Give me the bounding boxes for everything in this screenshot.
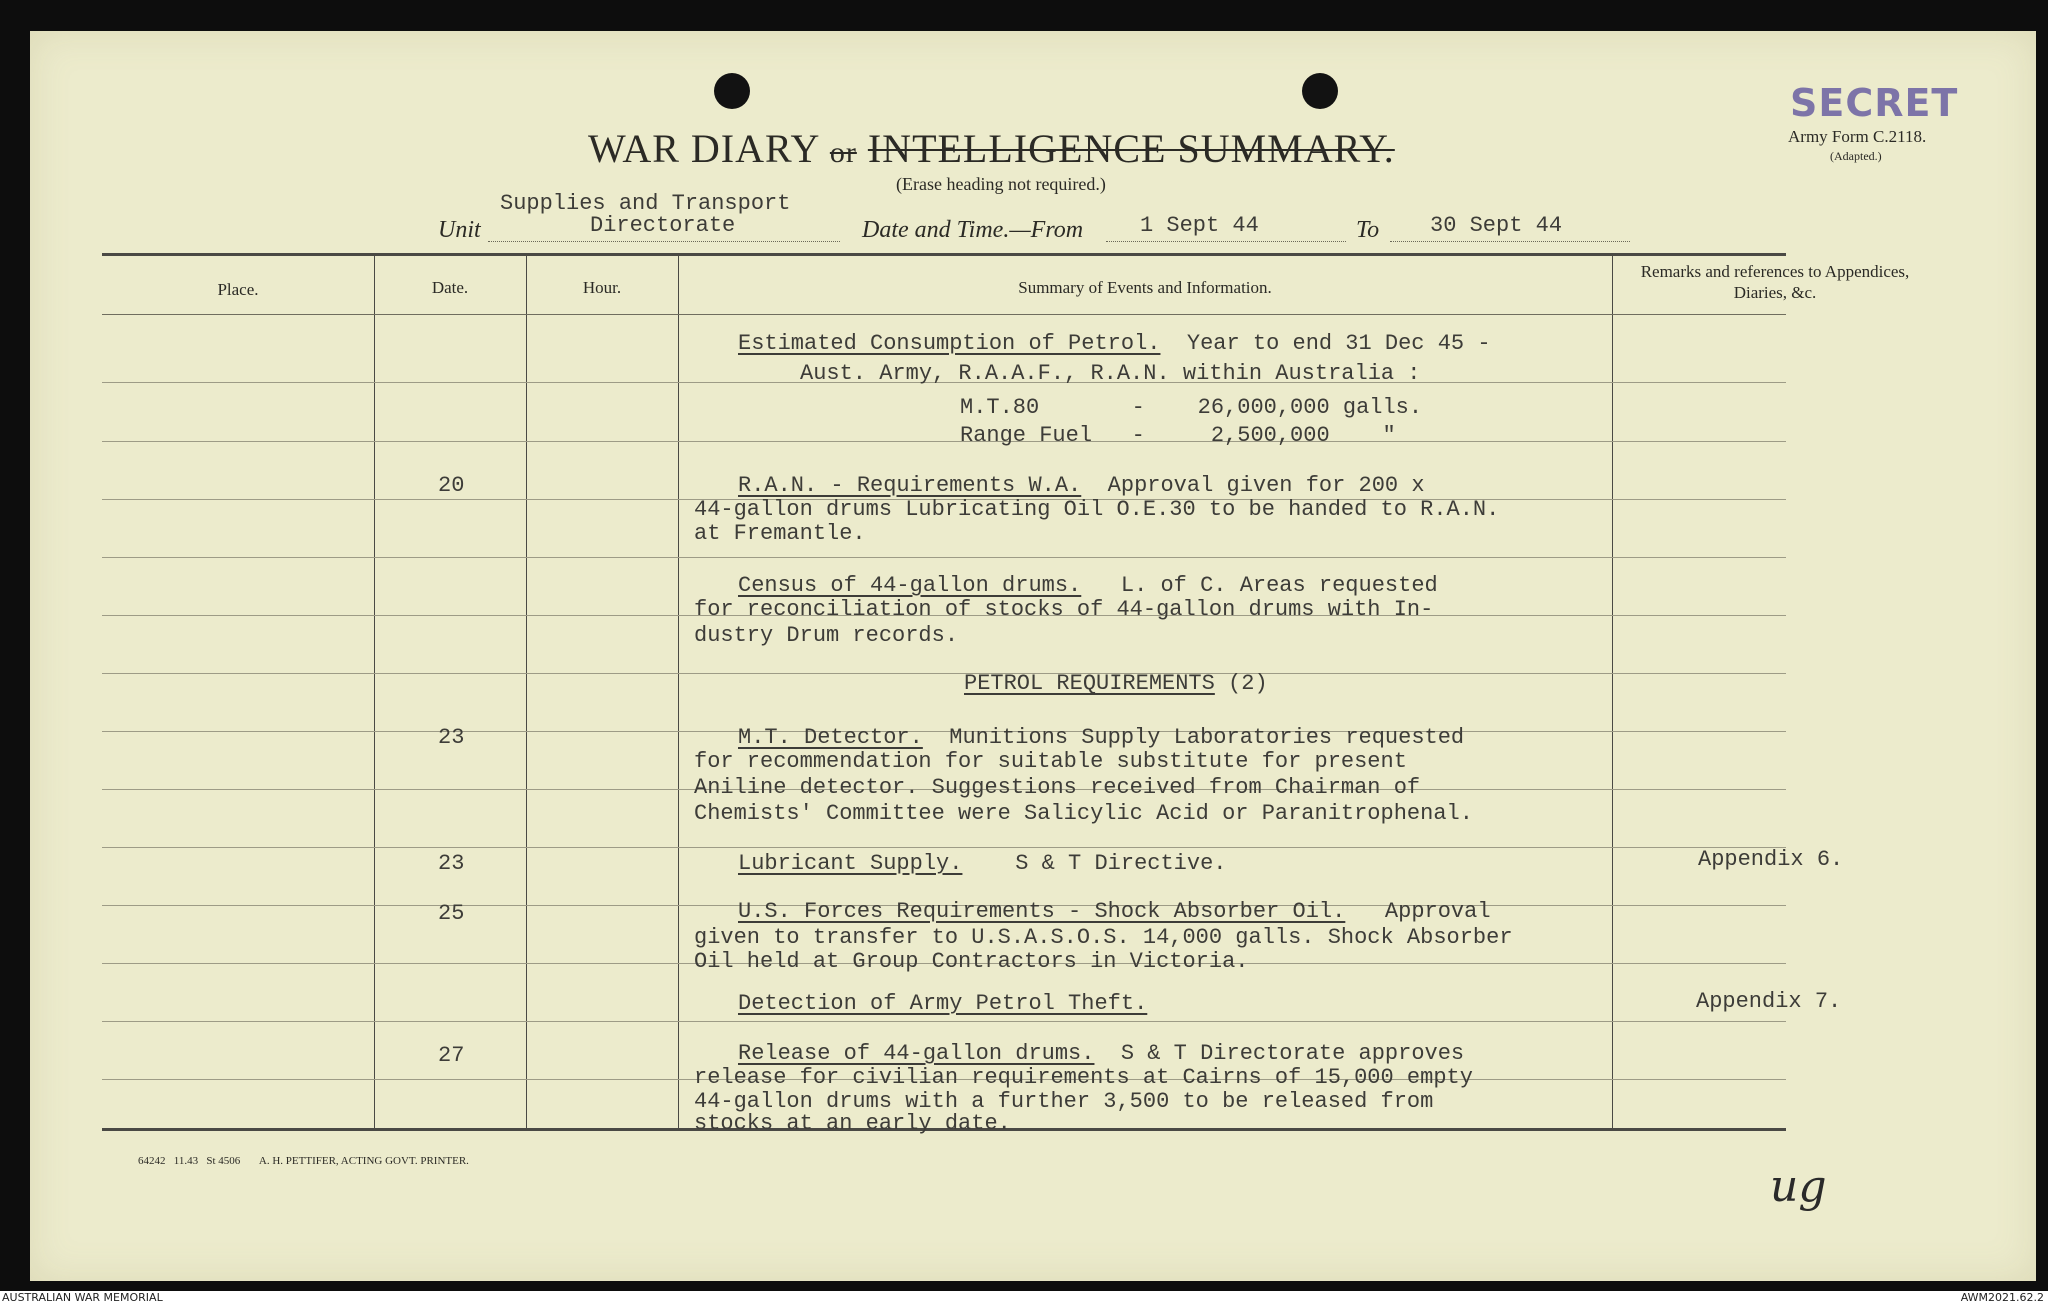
entry-release-line-1: Release of 44-gallon drums. S & T Directorate approves bbox=[738, 1041, 1465, 1066]
secret-stamp: SECRET bbox=[1790, 81, 1959, 125]
erase-note: (Erase heading not required.) bbox=[896, 174, 1106, 194]
punch-hole-left bbox=[714, 73, 750, 109]
unit-dotted-line bbox=[488, 241, 840, 242]
column-header-place: Place. bbox=[217, 280, 259, 299]
form-adapted: (Adapted.) bbox=[1830, 149, 1882, 163]
date-to: 30 Sept 44 bbox=[1430, 213, 1563, 238]
archive-credit-left: AUSTRALIAN WAR MEMORIAL bbox=[2, 1291, 163, 1304]
table-top-border bbox=[102, 253, 1786, 256]
entry-mt-date: 23 bbox=[438, 725, 465, 750]
entry-lubricant-remark: Appendix 6. bbox=[1698, 847, 1844, 872]
entry-ran-line-1: R.A.N. - Requirements W.A. Approval given for 200 x bbox=[738, 473, 1425, 498]
entry-census-line-3: dustry Drum records. bbox=[694, 623, 959, 648]
column-header-date: Date. bbox=[431, 278, 469, 297]
entry-petrol-range-fuel: Range Fuel - 2,500,000 " bbox=[960, 423, 1396, 448]
entry-mt-line-3: Aniline detector. Suggestions received from Chairman of bbox=[694, 775, 1421, 800]
section-heading: PETROL REQUIREMENTS (2) bbox=[964, 671, 1268, 696]
page-title: WAR DIARY or INTELLIGENCE SUMMARY. bbox=[588, 126, 1395, 171]
entry-us-line-1: U.S. Forces Requirements - Shock Absorber Oil. Approval bbox=[738, 899, 1491, 924]
entry-ran-line-3: at Fremantle. bbox=[694, 521, 866, 546]
column-divider-date bbox=[374, 255, 375, 1129]
entry-census-line-1: Census of 44-gallon drums. L. of C. Areas requested bbox=[738, 573, 1438, 598]
date-label: Date and Time.—From bbox=[862, 217, 1084, 243]
entry-theft-line: Detection of Army Petrol Theft. bbox=[738, 991, 1148, 1016]
entry-ran-date: 20 bbox=[438, 473, 465, 498]
entry-theft-remark: Appendix 7. bbox=[1696, 989, 1842, 1014]
entry-release-line-3: 44-gallon drums with a further 3,500 to be released from bbox=[694, 1089, 1434, 1114]
date-from: 1 Sept 44 bbox=[1140, 213, 1259, 238]
entry-release-date: 27 bbox=[438, 1043, 465, 1068]
column-divider-remarks bbox=[1612, 255, 1613, 1129]
entry-us-line-2: given to transfer to U.S.A.S.O.S. 14,000 galls. Shock Absorber bbox=[694, 925, 1513, 950]
archive-credit-right: AWM2021.62.2 bbox=[1960, 1291, 2044, 1304]
entry-release-line-2: release for civilian requirements at Cairns of 15,000 empty bbox=[694, 1065, 1473, 1090]
column-header-hour: Hour. bbox=[582, 278, 622, 297]
to-label: To bbox=[1356, 217, 1380, 243]
entry-us-date: 25 bbox=[438, 901, 465, 926]
diary-page bbox=[30, 31, 2036, 1281]
unit-line-1: Supplies and Transport bbox=[500, 191, 791, 216]
entry-us-line-3: Oil held at Group Contractors in Victoria. bbox=[694, 949, 1249, 974]
punch-hole-right bbox=[1302, 73, 1338, 109]
entry-census-line-2: for reconciliation of stocks of 44-gallon drums with In- bbox=[694, 597, 1434, 622]
archive-credit-bar bbox=[0, 1291, 2048, 1305]
unit-line-2: Directorate bbox=[590, 213, 736, 238]
entry-mt-line-1: M.T. Detector. Munitions Supply Laboratories requested bbox=[738, 725, 1465, 750]
column-divider-hour bbox=[526, 255, 527, 1129]
date-to-dotted-line bbox=[1390, 241, 1630, 242]
date-from-dotted-line bbox=[1106, 241, 1346, 242]
column-header-summary: Summary of Events and Information. bbox=[1018, 278, 1272, 297]
entry-petrol-mt80: M.T.80 - 26,000,000 galls. bbox=[960, 395, 1423, 420]
entry-release-line-4: stocks at an early date. bbox=[694, 1111, 1011, 1136]
unit-label: Unit bbox=[438, 217, 481, 243]
entry-mt-line-4: Chemists' Committee were Salicylic Acid or Paranitrophenal. bbox=[694, 801, 1473, 826]
entry-petrol-line-2: Aust. Army, R.A.A.F., R.A.N. within Australia : bbox=[800, 361, 1421, 386]
entry-petrol-line-1: Estimated Consumption of Petrol. Year to end 31 Dec 45 - bbox=[738, 331, 1491, 356]
handwritten-initials: ug bbox=[1770, 1161, 1827, 1212]
column-header-remarks: Remarks and references to Appendices, Diaries, &c. bbox=[1640, 262, 1910, 302]
entry-lubricant-date: 23 bbox=[438, 851, 465, 876]
form-reference: Army Form C.2118. bbox=[1788, 127, 1927, 146]
entry-ran-line-2: 44-gallon drums Lubricating Oil O.E.30 to be handed to R.A.N. bbox=[694, 497, 1500, 522]
entry-mt-line-2: for recommendation for suitable substitute for present bbox=[694, 749, 1407, 774]
printer-imprint: 64242 11.43 St 4506 A. H. PETTIFER, ACTING GOVT. PRINTER. bbox=[138, 1155, 469, 1167]
column-divider-summary bbox=[678, 255, 679, 1129]
entry-lubricant-line: Lubricant Supply. S & T Directive. bbox=[738, 851, 1227, 876]
